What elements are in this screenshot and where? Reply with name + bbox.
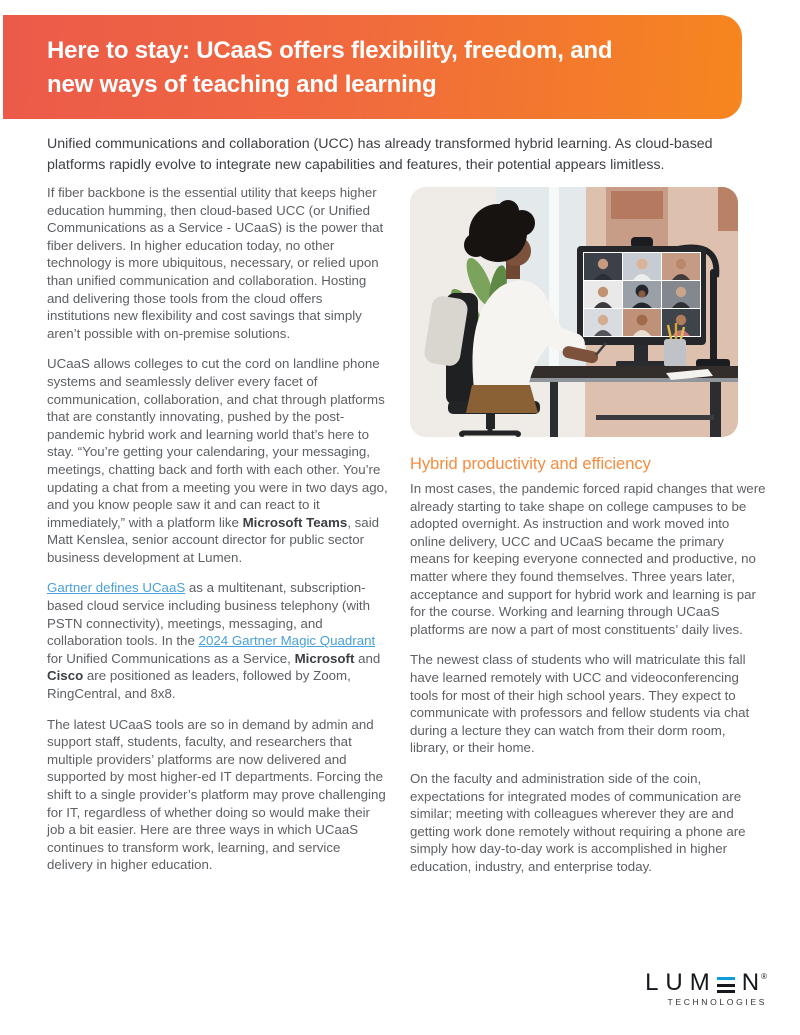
right-column: [410, 187, 767, 888]
video-tile: [623, 281, 661, 308]
video-tile: [662, 253, 700, 280]
video-tile: [623, 253, 661, 280]
paragraph-gartner: [47, 579, 388, 702]
paragraph-ucaas-demand: The latest UCaaS tools are so in demand by admin and support staff, students, faculty, and researchers that multiple providers’ platforms are now delivered and supported by most higher-ed IT departments. Forcing the shift to a single provider’s platform may prove challenging for IT, regardless of whether doing so would make their job a bit easier. Here are three ways in which UCaaS continues to transform work, learning, and service delivery in higher education.: [47, 716, 386, 873]
paragraph-text: and: [354, 650, 381, 666]
video-call-photo-illustration: [410, 187, 738, 437]
lumen-logo-subtitle: TECHNOLOGIES: [667, 997, 767, 1007]
paragraph-fiber-backbone: If fiber backbone is the essential utility that keeps higher education humming, then cloud-based UCC (or Unified Communications as a Service - UCaaS) is the power that fiber delivers. In higher education today, no other technology is more ubiquitous, necessary, or relied upon than unified communication and collaboration. Hosting and delivering those tools from the cloud offers institutions new flexibility and cost savings that simply aren’t possible with on-premise solutions.: [47, 185, 384, 341]
lumen-logo-letters: LUM: [645, 969, 717, 996]
video-tile: [584, 281, 622, 308]
video-tile: [623, 309, 661, 336]
video-tile: [584, 309, 622, 336]
paragraph-cut-the-cord: [47, 355, 388, 566]
lumen-logo-letters: N: [741, 969, 760, 996]
magic-quadrant-link[interactable]: 2024 Gartner Magic Quadrant: [198, 633, 376, 649]
paragraph-text: for Unified Communications as a Service,: [47, 650, 295, 666]
bold-microsoft: Microsoft: [294, 650, 355, 666]
title-banner: [3, 15, 742, 119]
page-title-line-2: new ways of teaching and learning: [47, 71, 437, 98]
video-tile: [584, 253, 622, 280]
left-column: [47, 184, 388, 887]
bold-cisco: Cisco: [47, 668, 84, 684]
skirt: [466, 385, 538, 413]
registered-trademark-icon: ®: [761, 972, 767, 981]
paragraph-text: are positioned as leaders, followed by Zoom, RingCentral, and 8x8.: [47, 668, 351, 702]
lumen-logo: [645, 969, 767, 1007]
paragraph-faculty-administration: On the faculty and administration side of the coin, expectations for integrated modes of communication are similar; meeting with colleagues wherever they are and getting work done remotely without requiring a phone are simply how day-to-day work is accomplished in higher education, industry, and enterprise today.: [410, 770, 746, 874]
paragraph-newest-class: The newest class of students who will matriculate this fall have learned remotely with UCC and videoconferencing tools for most of their high school years. They expect to communicate with professors and fellow students via chat during a lecture they can watch from their dorm room, library, or their home.: [410, 652, 750, 756]
bold-microsoft-teams: Microsoft Teams: [242, 514, 348, 530]
page-title-line-1: Here to stay: UCaaS offers flexibility, freedom, and: [47, 37, 613, 64]
paragraph-text: as a multitenant, subscription-based cloud service including business telephony (with PSTN connectivity), meetings, messaging, and collaboration tools. In the: [47, 580, 371, 649]
video-tile: [662, 281, 700, 308]
page-title: [47, 34, 708, 102]
gartner-defines-ucaas-link[interactable]: Gartner defines UCaaS: [47, 580, 186, 596]
paragraph-pandemic-changes: In most cases, the pandemic forced rapid changes that were already starting to take shape on college campuses to be adopted overnight. As instruction and work moved into online delivery, UCC and UCaaS became the primary means for keeping everyone connected and productive, no matter where they found themselves. Three years later, acceptance and support for hybrid work and learning is par for the course. Working and learning through UCaaS platforms are now a part of most constituents’ daily lives.: [410, 481, 766, 637]
hero-photo: [410, 187, 738, 437]
paragraph-text: UCaaS allows colleges to cut the cord on landline phone systems and seamlessly deliver every facet of communication, collaboration, and chat through platforms that are constantly innovating, pushed by the post-pandemic hybrid work and learning world that’s here to stay. “You’re getting your calendaring, your messaging, meetings, chatting back and forth with each other. You’re updating a chat from a meeting you were in two days ago, and you know people saw it and can react to it immediately,” with a platform like: [47, 356, 388, 530]
video-tile: [662, 309, 700, 336]
lumen-wordmark: [645, 969, 767, 996]
intro-paragraph: Unified communications and collaboration (UCC) has already transformed hybrid learning. As cloud-based platforms rapidly evolve to integrate new capabilities and features, their potential appears limitless.: [47, 136, 713, 173]
paragraph-text: , said Matt Kenslea, senior account director for public sector business development at Lumen.: [47, 514, 380, 565]
lumen-logo-e-icon: [717, 977, 735, 993]
section-heading-hybrid-productivity: Hybrid productivity and efficiency: [410, 455, 651, 473]
